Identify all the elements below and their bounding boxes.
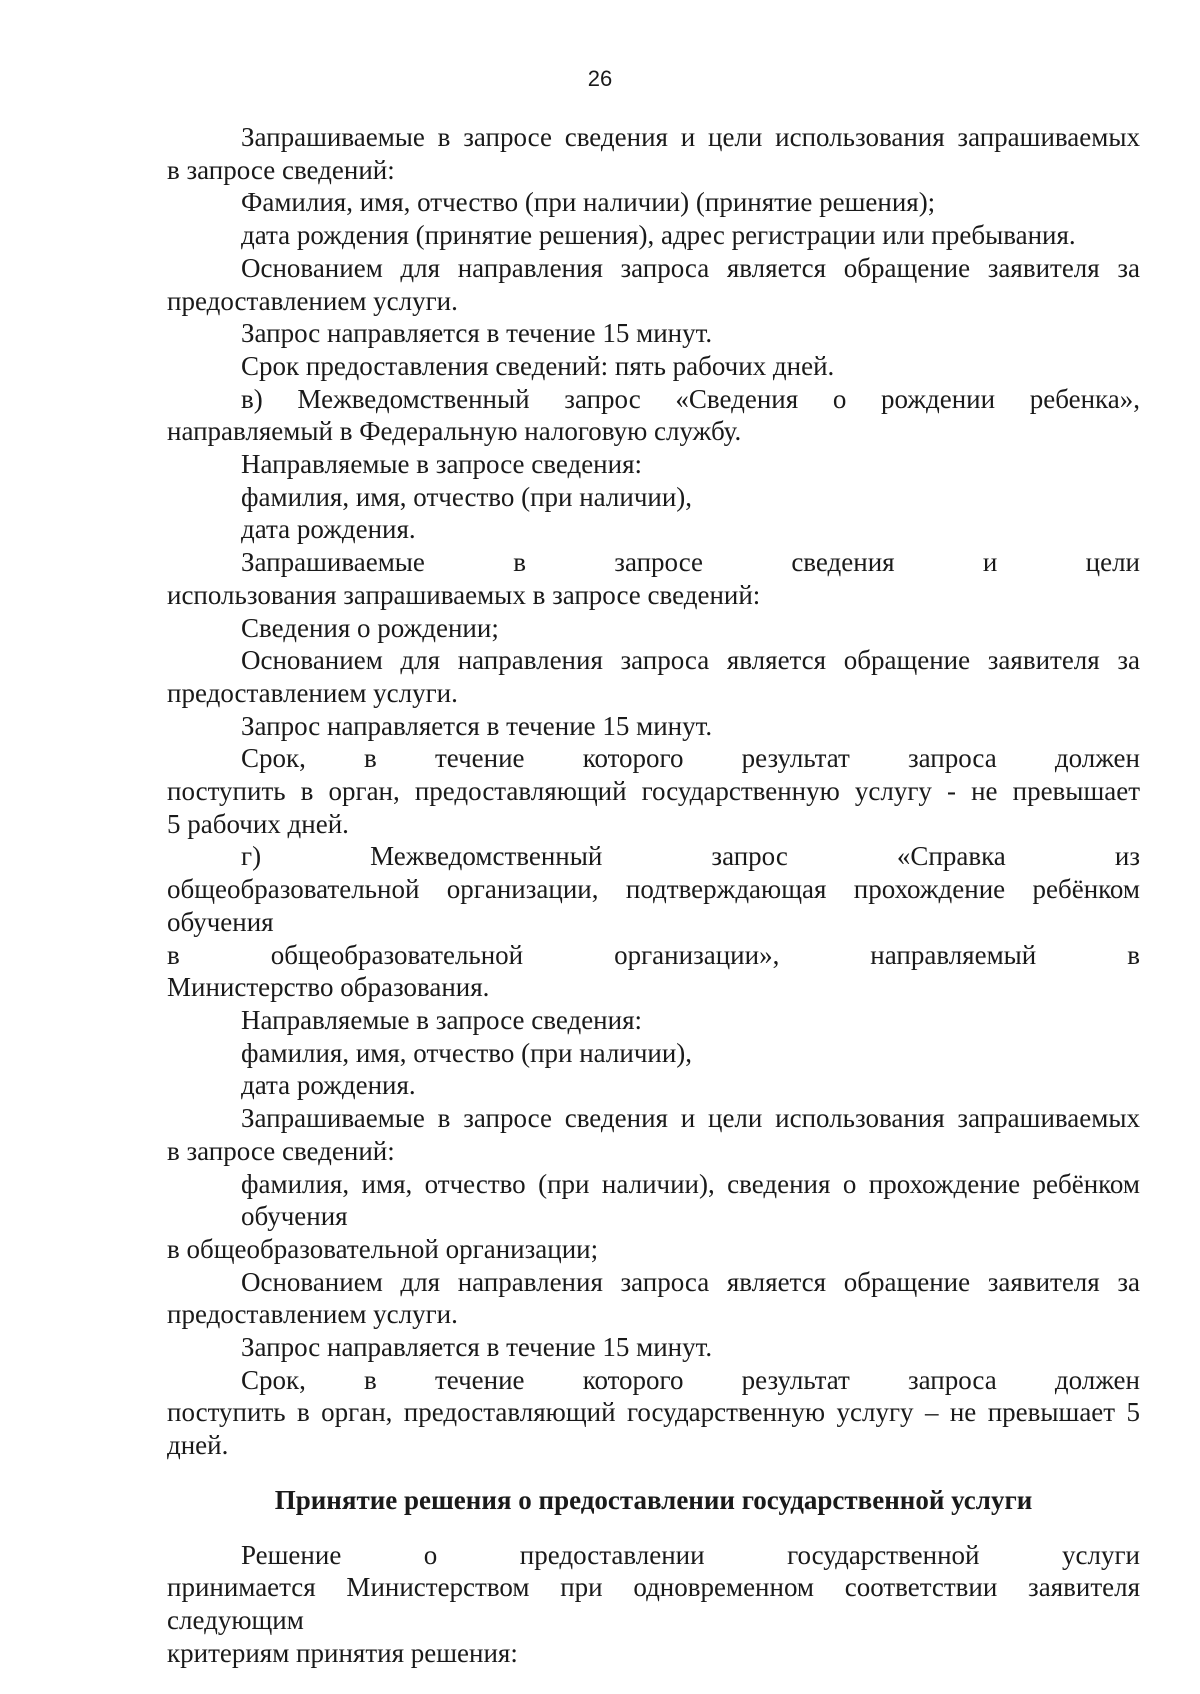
paragraph-p23: [167, 1331, 1140, 1364]
text-line: дата рождения.: [241, 1070, 416, 1101]
text-line: поступить в орган, предоставляющий государственную услугу - не превышает: [167, 776, 1140, 807]
text-line: г) Межведомственный запрос «Справка из: [241, 841, 1140, 872]
paragraph-p3: [167, 219, 1140, 252]
text-line: использования запрашиваемых в запросе сведений:: [167, 579, 761, 610]
text-line: дата рождения (принятие решения), адрес регистрации или пребывания.: [241, 220, 1076, 251]
paragraph-p22: [167, 1266, 1140, 1331]
text-line: в общеобразовательной организации;: [167, 1233, 599, 1264]
paragraph-p25: [167, 1539, 1140, 1670]
text-line: фамилия, имя, отчество (при наличии),: [241, 481, 693, 512]
text-line: предоставлением услуги.: [167, 1299, 458, 1330]
paragraph-p14: [167, 710, 1140, 743]
paragraph-p6: [167, 350, 1140, 383]
paragraph-p7: [167, 383, 1140, 448]
text-line: фамилия, имя, отчество (при наличии),: [241, 1037, 693, 1068]
paragraph-p18: [167, 1037, 1140, 1070]
text-line: Запрашиваемые в запросе сведения и цели использования запрашиваемых: [241, 1103, 1140, 1134]
document-body: [167, 121, 1140, 1669]
text-line: Сведения о рождении;: [241, 612, 499, 643]
paragraph-p5: [167, 317, 1140, 350]
paragraph-p15: [167, 742, 1140, 840]
paragraph-p10: [167, 513, 1140, 546]
text-line: в запросе сведений:: [167, 154, 395, 185]
text-line: фамилия, имя, отчество (при наличии), сведения о прохождение ребёнком обучения: [241, 1168, 1140, 1232]
text-line: Запрашиваемые в запросе сведения и цели: [241, 547, 1140, 578]
text-line: Срок, в течение которого результат запроса должен: [241, 1364, 1140, 1395]
text-line: общеобразовательной организации, подтверждающая прохождение ребёнком обучения: [167, 874, 1140, 937]
text-line: в запросе сведений:: [167, 1135, 395, 1166]
text-line: Основанием для направления запроса является обращение заявителя за: [241, 1266, 1140, 1297]
text-line: Министерство образования.: [167, 972, 490, 1003]
text-line: поступить в орган, предоставляющий государственную услугу – не превышает 5 дней.: [167, 1397, 1140, 1461]
text-line: Направляемые в запросе сведения:: [241, 1004, 642, 1035]
text-line: в общеобразовательной организации», направляемый в: [167, 939, 1140, 970]
page-number: 26: [587, 66, 613, 91]
text-line: 5 рабочих дней.: [167, 808, 349, 839]
text-line: предоставлением услуги.: [167, 677, 458, 708]
text-line: Срок предоставления сведений: пять рабочих дней.: [241, 350, 835, 381]
text-line: Запрос направляется в течение 15 минут.: [241, 1332, 713, 1363]
text-line: Срок, в течение которого результат запроса должен: [241, 743, 1140, 774]
text-line: Запрашиваемые в запросе сведения и цели использования запрашиваемых: [241, 122, 1140, 152]
paragraph-p11: [167, 546, 1140, 611]
paragraph-p4: [167, 252, 1140, 317]
section-heading: Принятие решения о предоставлении государственной услуги: [274, 1484, 1033, 1515]
paragraph-p9: [167, 481, 1140, 514]
text-line: предоставлением услуги.: [167, 285, 458, 316]
paragraph-p2: [167, 186, 1140, 219]
paragraph-p1: [167, 121, 1140, 186]
paragraph-p13: [167, 644, 1140, 709]
text-line: Фамилия, имя, отчество (при наличии) (принятие решения);: [241, 187, 936, 218]
text-line: критериям принятия решения:: [167, 1637, 518, 1668]
paragraph-p12: [167, 612, 1140, 645]
text-line: Запрос направляется в течение 15 минут.: [241, 710, 713, 741]
paragraph-p19: [167, 1069, 1140, 1102]
text-line: направляемый в Федеральную налоговую службу.: [167, 416, 742, 447]
paragraph-p8: [167, 448, 1140, 481]
paragraph-p24: [167, 1364, 1140, 1462]
text-line: в) Межведомственный запрос «Сведения о рождении ребенка»,: [241, 383, 1140, 414]
paragraph-p21: [167, 1168, 1140, 1266]
text-line: Направляемые в запросе сведения:: [241, 449, 642, 480]
text-line: дата рождения.: [241, 514, 416, 545]
text-line: Основанием для направления запроса является обращение заявителя за: [241, 252, 1140, 283]
paragraph-p16: [167, 840, 1140, 1004]
text-line: Основанием для направления запроса является обращение заявителя за: [241, 645, 1140, 676]
paragraph-p17: [167, 1004, 1140, 1037]
text-line: Запрос направляется в течение 15 минут.: [241, 318, 713, 349]
text-line: Решение о предоставлении государственной услуги: [241, 1539, 1140, 1570]
text-line: принимается Министерством при одновременном соответствии заявителя следующим: [167, 1572, 1140, 1635]
paragraph-p20: [167, 1102, 1140, 1167]
